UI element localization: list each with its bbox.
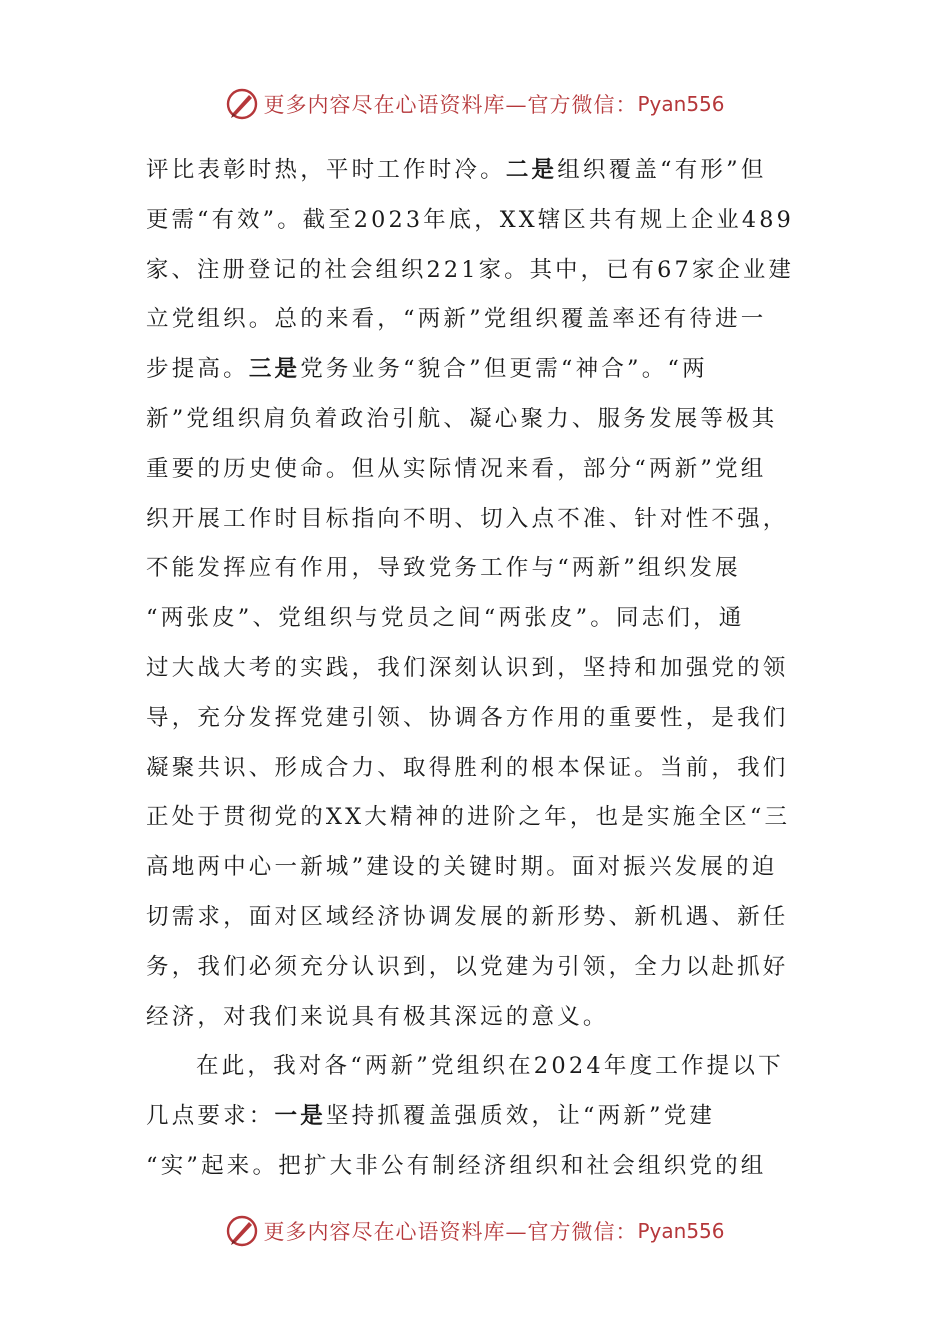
text-segment: 步提高。 — [146, 356, 249, 383]
watermark-text: 更多内容尽在心语资料库—官方微信： — [263, 93, 638, 117]
text-segment: 在此，我对各“两新”党组织在2024年度工作提以下 — [196, 1053, 784, 1080]
text-segment: 立党组织。总的来看，“两新”党组织覆盖率还有待进一 — [146, 306, 767, 333]
text-line — [146, 146, 806, 196]
text-line — [146, 1092, 806, 1142]
text-segment: 重要的历史使命。但从实际情况来看，部分“两新”党组 — [146, 455, 767, 482]
text-line — [146, 246, 801, 296]
text-segment: 织开展工作时目标指向不明、切入点不准、针对性不强， — [146, 505, 789, 532]
bold-text-segment: 二是 — [505, 157, 558, 183]
text-line — [146, 644, 806, 694]
text-segment: 评比表彰时热，平时工作时冷。 — [146, 157, 506, 183]
text-line — [146, 196, 801, 246]
text-line — [146, 843, 806, 893]
text-line — [146, 495, 806, 545]
text-segment: 坚持抓覆盖强质效，让“两新”党建 — [325, 1103, 716, 1130]
text-line — [146, 395, 806, 445]
footer-watermark — [0, 1211, 950, 1251]
watermark-id: Pyan556 — [637, 1219, 725, 1243]
text-segment: 家、注册登记的社会组织221家。其中，已有67家企业建 — [146, 256, 794, 283]
text-segment: 正处于贯彻党的XX大精神的进阶之年，也是实施全区“三 — [146, 804, 791, 831]
text-segment: 导，充分发挥党建引领、协调各方作用的重要性，是我们 — [146, 704, 789, 731]
text-segment: 更需“有效”。截至2023年底，XX辖区共有规上企业489 — [146, 206, 795, 233]
text-segment: 务，我们必须充分认识到，以党建为引领，全力以赴抓好 — [146, 953, 789, 980]
text-line — [146, 445, 806, 495]
text-segment: 过大战大考的实践，我们深刻认识到，坚持和加强党的领 — [146, 654, 789, 681]
watermark-id: Pyan556 — [637, 92, 725, 116]
text-line — [146, 793, 806, 843]
text-line — [146, 594, 806, 644]
document-body — [146, 146, 806, 1192]
text-segment: 组织覆盖“有形”但 — [557, 157, 767, 183]
text-segment: 经济，对我们来说具有极其深远的意义。 — [146, 1003, 609, 1030]
text-segment: 几点要求： — [146, 1103, 275, 1130]
text-segment: 高地两中心一新城”建设的关键时期。面对振兴发展的迫 — [146, 854, 778, 881]
text-line — [146, 694, 806, 744]
text-segment: “两张皮”、党组织与党员之间“两张皮”。同志们，通 — [146, 605, 745, 632]
text-segment: 凝聚共识、形成合力、取得胜利的根本保证。当前，我们 — [146, 754, 789, 781]
bold-text-segment: 一是 — [274, 1103, 326, 1130]
watermark-text: 更多内容尽在心语资料库—官方微信： — [263, 1220, 638, 1244]
text-segment: 党务业务“貌合”但更需“神合”。“两 — [300, 356, 708, 383]
text-line — [146, 993, 806, 1043]
text-line — [146, 893, 806, 943]
text-line — [146, 943, 806, 993]
bold-text-segment: 三是 — [248, 356, 301, 383]
text-segment: 不能发挥应有作用，导致党务工作与“两新”组织发展 — [146, 555, 741, 582]
text-line — [146, 1042, 806, 1092]
text-segment: “实”起来。把扩大非公有制经济组织和社会组织党的组 — [146, 1152, 767, 1179]
pen-circle-logo-icon — [225, 1214, 259, 1248]
text-line — [146, 744, 806, 794]
text-line — [146, 1142, 806, 1192]
text-line — [146, 544, 806, 594]
text-line — [146, 345, 806, 395]
header-watermark — [0, 84, 950, 124]
pen-circle-logo-icon — [225, 87, 259, 121]
text-line — [146, 295, 806, 345]
text-segment: 新”党组织肩负着政治引航、凝心聚力、服务发展等极其 — [146, 405, 778, 432]
text-segment: 切需求，面对区域经济协调发展的新形势、新机遇、新任 — [146, 903, 789, 930]
